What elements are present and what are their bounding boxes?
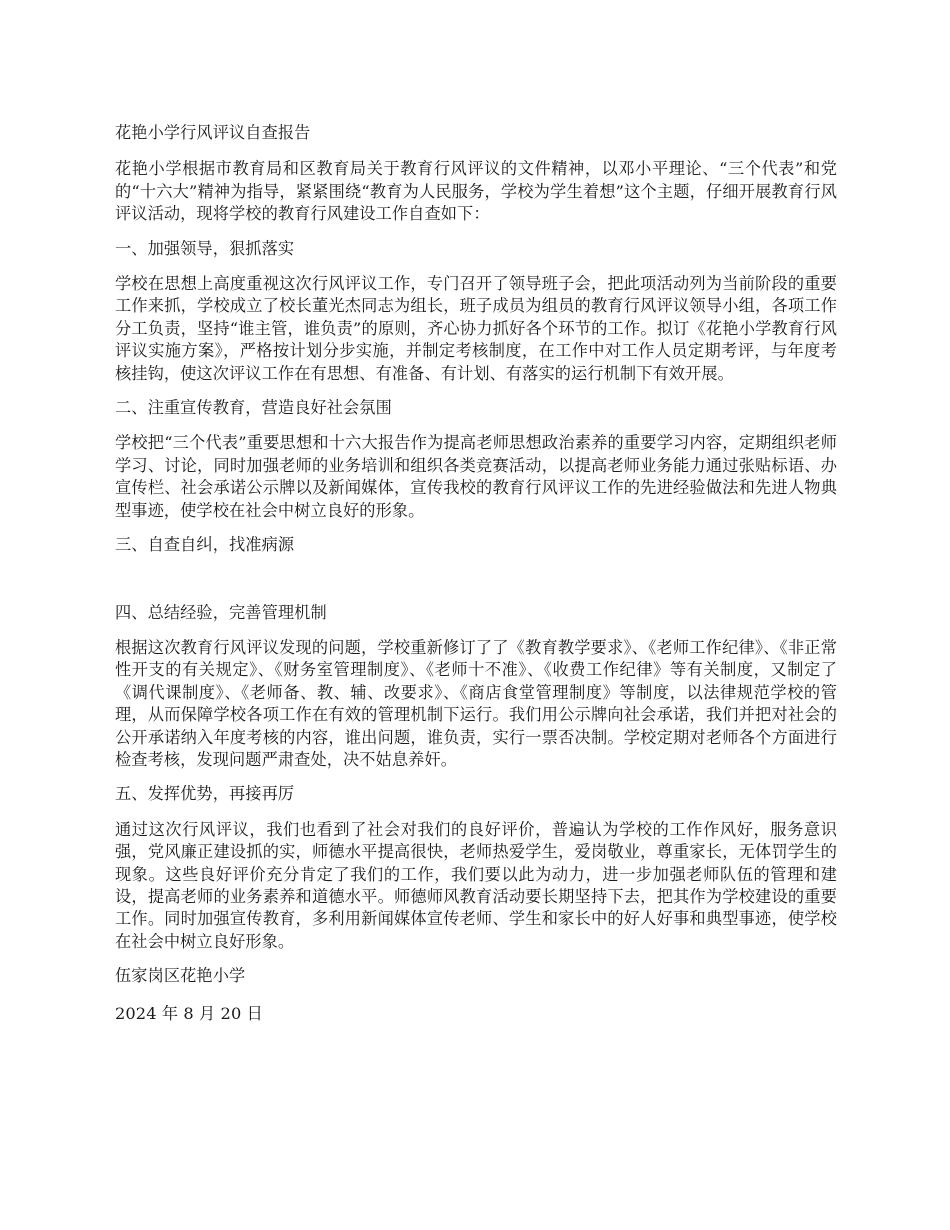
section-5-body: 通过这次行风评议，我们也看到了社会对我们的良好评价，普遍认为学校的工作作风好，服务意识强，党风廉正建设抓的实，师德水平提高很快，老师热爱学生，爱岗敬业，尊重家长，无体罚学生的现象。这些良好评价充分肯定了我们的工作，我们要以此为动力，进一步加强老师队伍的管理和建设，提高老师的业务素养和道德水平。师德师风教育活动要长期坚持下去，把其作为学校建设的重要工作。同时加强宣传教育，多利用新闻媒体宣传老师、学生和家长中的好人好事和典型事迹，使学校在社会中树立良好形象。 — [115, 819, 837, 951]
intro-paragraph: 花艳小学根据市教育局和区教育局关于教育行风评议的文件精神，以邓小平理论、“三个代表”和党的“十六大”精神为指导，紧紧围绕“教育为人民服务，学校为学生着想”这个主题，仔细开展教育行风评议活动，现将学校的教育行风建设工作自查如下： — [115, 159, 837, 224]
document-title: 花艳小学行风评议自查报告 — [115, 123, 311, 142]
section-1-heading: 一、加强领导，狠抓落实 — [115, 238, 295, 258]
section-2-heading: 二、注重宣传教育，营造良好社会氛围 — [115, 398, 392, 418]
signature-organization: 伍家岗区花艳小学 — [115, 966, 246, 986]
signature-date: 2024 年 8 月 20 日 — [115, 1003, 263, 1023]
section-4-heading: 四、总结经验，完善管理机制 — [115, 602, 327, 622]
document-page — [115, 122, 837, 1037]
section-2-body: 学校把“三个代表”重要思想和十六大报告作为提高老师思想政治素养的重要学习内容，定期组织老师学习、讨论，同时加强老师的业务培训和组织各类竞赛活动，以提高老师业务能力通过张贴标语、办宣传栏、社会承诺公示牌以及新闻媒体，宣传我校的教育行风评议工作的先进经验做法和先进人物典型事迹，使学校在社会中树立良好的形象。 — [115, 433, 837, 520]
section-1-body: 学校在思想上高度重视这次行风评议工作，专门召开了领导班子会，把此项活动列为当前阶段的重要工作来抓，学校成立了校长董光杰同志为组长，班子成员为组员的教育行风评议领导小组，各项工作分工负责，坚持“谁主管，谁负责”的原则，齐心协力抓好各个环节的工作。拟订《花艳小学教育行风评议实施方案》，严格按计划分步实施，并制定考核制度，在工作中对工作人员定期考评，与年度考核挂钩，使这次评议工作在有思想、有准备、有计划、有落实的运行机制下有效开展。 — [115, 274, 837, 383]
section-3-empty-body — [115, 570, 837, 602]
section-4-body: 根据这次教育行风评议发现的问题，学校重新修订了了《教育教学要求》、《老师工作纪律》、《非正常性开支的有关规定》、《财务室管理制度》、《老师十不准》、《收费工作纪律》等有关制度，又制定了《调代课制度》、《老师备、教、辅、改要求》、《商店食堂管理制度》等制度，以法律规范学校的管理，从而保障学校各项工作在有效的管理机制下运行。我们用公示牌向社会承诺，我们并把对社会的公开承诺纳入年度考核的内容，谁出问题，谁负责，实行一票否决制。学校定期对老师各个方面进行检查考核，发现问题严肃查处，决不姑息养奸。 — [115, 637, 837, 769]
section-5-heading: 五、发挥优势，再接再厉 — [115, 784, 295, 804]
section-3-heading: 三、自查自纠，找准病源 — [115, 535, 295, 555]
